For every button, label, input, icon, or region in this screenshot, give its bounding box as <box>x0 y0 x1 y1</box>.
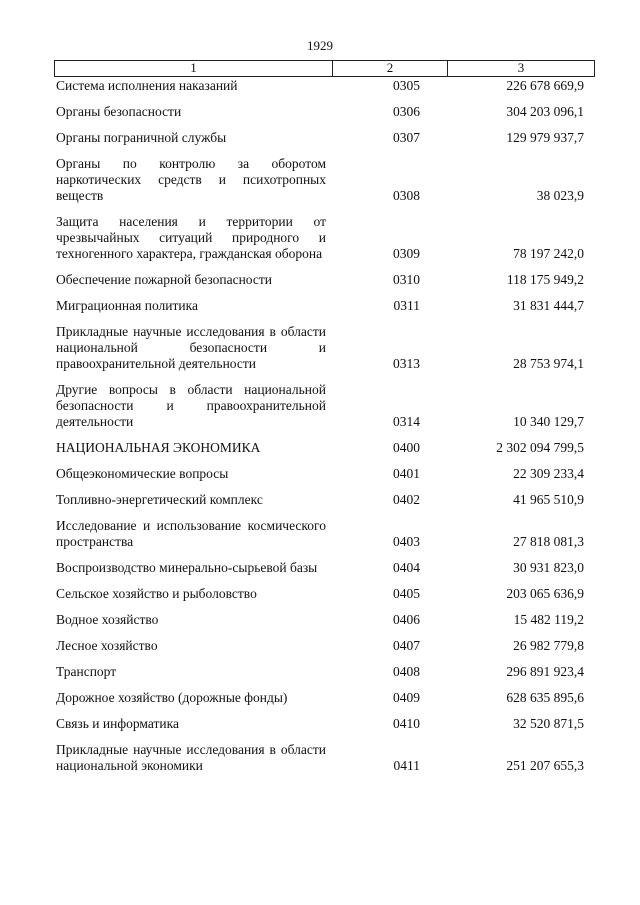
row-code: 0408 <box>393 664 420 679</box>
row-amount: 31 831 444,7 <box>513 298 584 313</box>
table-row <box>56 466 596 482</box>
row-amount: 22 309 233,4 <box>513 466 584 481</box>
row-name: Топливно-энергетический комплекс <box>56 492 263 507</box>
page-number: 1929 <box>307 38 333 53</box>
table-row <box>56 272 596 288</box>
table-row <box>56 560 596 576</box>
row-name: Дорожное хозяйство (дорожные фонды) <box>56 690 288 705</box>
table-row <box>56 690 596 706</box>
row-name: НАЦИОНАЛЬНАЯ ЭКОНОМИКА <box>56 440 261 455</box>
row-amount: 26 982 779,8 <box>513 638 584 653</box>
row-name: Общеэкономические вопросы <box>56 466 229 481</box>
row-amount: 27 818 081,3 <box>513 534 584 549</box>
row-code: 0305 <box>393 78 420 93</box>
row-name: Миграционная политика <box>56 298 198 313</box>
row-amount: 628 635 895,6 <box>506 690 584 705</box>
table-row <box>56 440 596 456</box>
row-name: Обеспечение пожарной безопасности <box>56 272 273 287</box>
row-code: 0405 <box>393 586 420 601</box>
table-row <box>56 742 596 774</box>
row-name: Другие вопросы в области национальной безопасности и правоохранительной деятельности <box>56 382 326 429</box>
row-amount: 296 891 923,4 <box>506 664 584 679</box>
table-header <box>54 60 595 77</box>
row-amount: 2 302 094 799,5 <box>496 440 584 455</box>
row-code: 0309 <box>393 246 420 261</box>
table-row <box>56 130 596 146</box>
row-code: 0400 <box>393 440 420 455</box>
row-amount: 226 678 669,9 <box>506 78 584 93</box>
row-amount: 30 931 823,0 <box>513 560 584 575</box>
table-row <box>56 586 596 602</box>
row-name: Органы пограничной службы <box>56 130 227 145</box>
row-amount: 28 753 974,1 <box>513 356 584 371</box>
row-name: Прикладные научные исследования в области национальной безопасности и правоохранительной деятельности <box>56 324 326 371</box>
row-code: 0410 <box>393 716 420 731</box>
column-header-3: 3 <box>517 60 525 75</box>
row-amount: 203 065 636,9 <box>506 586 584 601</box>
row-amount: 15 482 119,2 <box>513 612 584 627</box>
row-code: 0313 <box>393 356 420 371</box>
row-name: Органы безопасности <box>56 104 182 119</box>
row-name: Исследование и использование космического пространства <box>56 518 326 549</box>
table-row <box>56 518 596 550</box>
row-code: 0310 <box>393 272 420 287</box>
row-amount: 10 340 129,7 <box>513 414 584 429</box>
row-code: 0314 <box>393 414 420 429</box>
table-row <box>56 298 596 314</box>
row-code: 0404 <box>393 560 420 575</box>
row-amount: 38 023,9 <box>536 188 584 203</box>
table-row <box>56 214 596 262</box>
row-amount: 129 979 937,7 <box>506 130 584 145</box>
table-row <box>56 612 596 628</box>
row-name: Система исполнения наказаний <box>56 78 238 93</box>
table-row <box>56 664 596 680</box>
row-name: Прикладные научные исследования в области национальной экономики <box>56 742 326 773</box>
table-row <box>56 638 596 654</box>
row-code: 0409 <box>393 690 420 705</box>
column-header-1: 1 <box>55 61 333 76</box>
row-name: Сельское хозяйство и рыболовство <box>56 586 257 601</box>
row-code: 0411 <box>393 758 420 773</box>
row-name: Связь и информатика <box>56 716 179 731</box>
row-amount: 251 207 655,3 <box>506 758 584 773</box>
table-row <box>56 78 596 94</box>
table-row <box>56 382 596 430</box>
row-code: 0402 <box>393 492 420 507</box>
row-name: Водное хозяйство <box>56 612 159 627</box>
table-row <box>56 324 596 372</box>
row-name: Воспроизводство минерально-сырьевой базы <box>56 560 318 575</box>
row-code: 0407 <box>393 638 420 653</box>
row-code: 0307 <box>393 130 420 145</box>
table-body <box>56 78 596 774</box>
row-name: Органы по контролю за оборотом наркотических средств и психотропных веществ <box>56 156 326 203</box>
row-code: 0306 <box>393 104 420 119</box>
row-amount: 118 175 949,2 <box>506 272 584 287</box>
row-code: 0401 <box>393 466 420 481</box>
row-code: 0308 <box>393 188 420 203</box>
row-name: Защита населения и территории от чрезвычайных ситуаций природного и техногенного характера, гражданская оборона <box>56 214 326 261</box>
table-row <box>56 492 596 508</box>
row-code: 0403 <box>393 534 420 549</box>
table-row <box>56 104 596 120</box>
row-code: 0311 <box>393 298 420 313</box>
row-amount: 41 965 510,9 <box>513 492 584 507</box>
column-header-2: 2 <box>333 61 448 76</box>
row-amount: 304 203 096,1 <box>506 104 584 119</box>
table-row <box>56 716 596 732</box>
row-amount: 78 197 242,0 <box>513 246 584 261</box>
row-amount: 32 520 871,5 <box>513 716 584 731</box>
row-name: Транспорт <box>56 664 117 679</box>
row-code: 0406 <box>393 612 420 627</box>
table-row <box>56 156 596 204</box>
row-name: Лесное хозяйство <box>56 638 158 653</box>
